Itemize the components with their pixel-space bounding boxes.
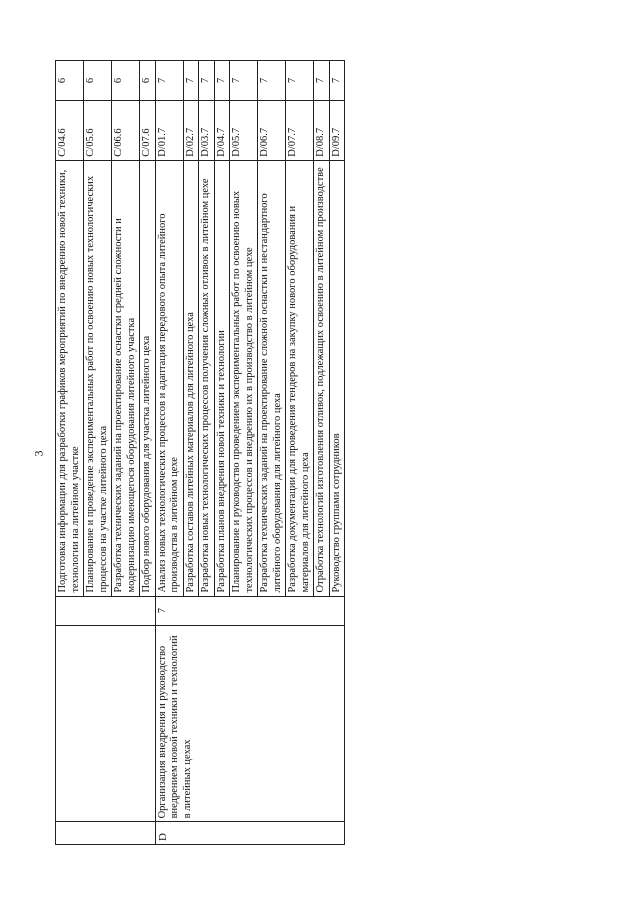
- function-level: 7: [314, 61, 330, 101]
- page-number: 3: [31, 450, 46, 457]
- rotated-page: [55, 60, 555, 845]
- function-level: 7: [286, 61, 314, 101]
- function-name: Планирование и руководство проведением экспериментальных работ по освоению новых технологических процессов и внедрению их в производство в литейном цехе: [230, 160, 258, 596]
- function-code: D/05.7: [230, 100, 258, 160]
- function-code: D/02.7: [183, 100, 199, 160]
- function-code: D/01.7: [155, 100, 183, 160]
- function-level: 6: [140, 61, 156, 101]
- function-name: Разработка технических заданий на проектирование сложной оснастки и нестандартного литейного оборудования для литейного цеха: [258, 160, 286, 596]
- function-code: C/04.6: [56, 100, 84, 160]
- function-level: 7: [258, 61, 286, 101]
- function-name: Анализ новых технологических процессов и адаптация передового опыта литейного производства в литейном цехе: [155, 160, 183, 596]
- function-level: 7: [199, 61, 215, 101]
- gen-function-code: D: [155, 822, 345, 845]
- function-name: Подготовка информации для разработки графиков мероприятий по внедрению новой техники, технологии на литейном участке: [56, 160, 84, 596]
- function-level: 7: [230, 61, 258, 101]
- gen-function-title: Организация внедрения и руководство внедрением новой техники и технологий в литейных цехах: [155, 625, 345, 822]
- function-level: 7: [155, 61, 183, 101]
- function-name: Руководство группами сотрудников: [329, 160, 345, 596]
- function-name: Разработка составов литейных материалов для литейного цеха: [183, 160, 199, 596]
- gen-function-level: 7: [155, 596, 345, 625]
- function-code: C/06.6: [112, 100, 140, 160]
- function-name: Разработка новых технологических процессов получения сложных отливок в литейном цехе: [199, 160, 215, 596]
- function-level: 6: [56, 61, 84, 101]
- function-name: Разработка планов внедрения новой техники и технологии: [214, 160, 230, 596]
- gen-letter-cell-empty: [56, 822, 156, 845]
- function-level: 7: [183, 61, 199, 101]
- gen-level-cell-empty: [56, 596, 156, 625]
- function-level: 7: [329, 61, 345, 101]
- gen-title-cell-empty: [56, 625, 156, 822]
- function-name: Отработка технологий изготовления отливок, подлежащих освоению в литейном производстве: [314, 160, 330, 596]
- function-code: D/03.7: [199, 100, 215, 160]
- function-name: Разработка технических заданий на проектирование оснастки средней сложности и модернизацию имеющегося оборудования литейного участка: [112, 160, 140, 596]
- table-row: [56, 61, 84, 845]
- function-code: D/09.7: [329, 100, 345, 160]
- table-row: [155, 61, 183, 845]
- function-code: C/07.6: [140, 100, 156, 160]
- functions-table: [55, 60, 345, 845]
- function-code: C/05.6: [84, 100, 112, 160]
- function-code: D/08.7: [314, 100, 330, 160]
- function-name: Подбор нового оборудования для участка литейного цеха: [140, 160, 156, 596]
- function-level: 7: [214, 61, 230, 101]
- function-level: 6: [84, 61, 112, 101]
- function-level: 6: [112, 61, 140, 101]
- function-name: Разработка документации для проведения тендеров на закупку нового оборудования и материалов для литейного цеха: [286, 160, 314, 596]
- function-code: D/07.7: [286, 100, 314, 160]
- function-code: D/06.7: [258, 100, 286, 160]
- function-name: Планирование и проведение экспериментальных работ по освоению новых технологических процессов на участке литейного цеха: [84, 160, 112, 596]
- function-code: D/04.7: [214, 100, 230, 160]
